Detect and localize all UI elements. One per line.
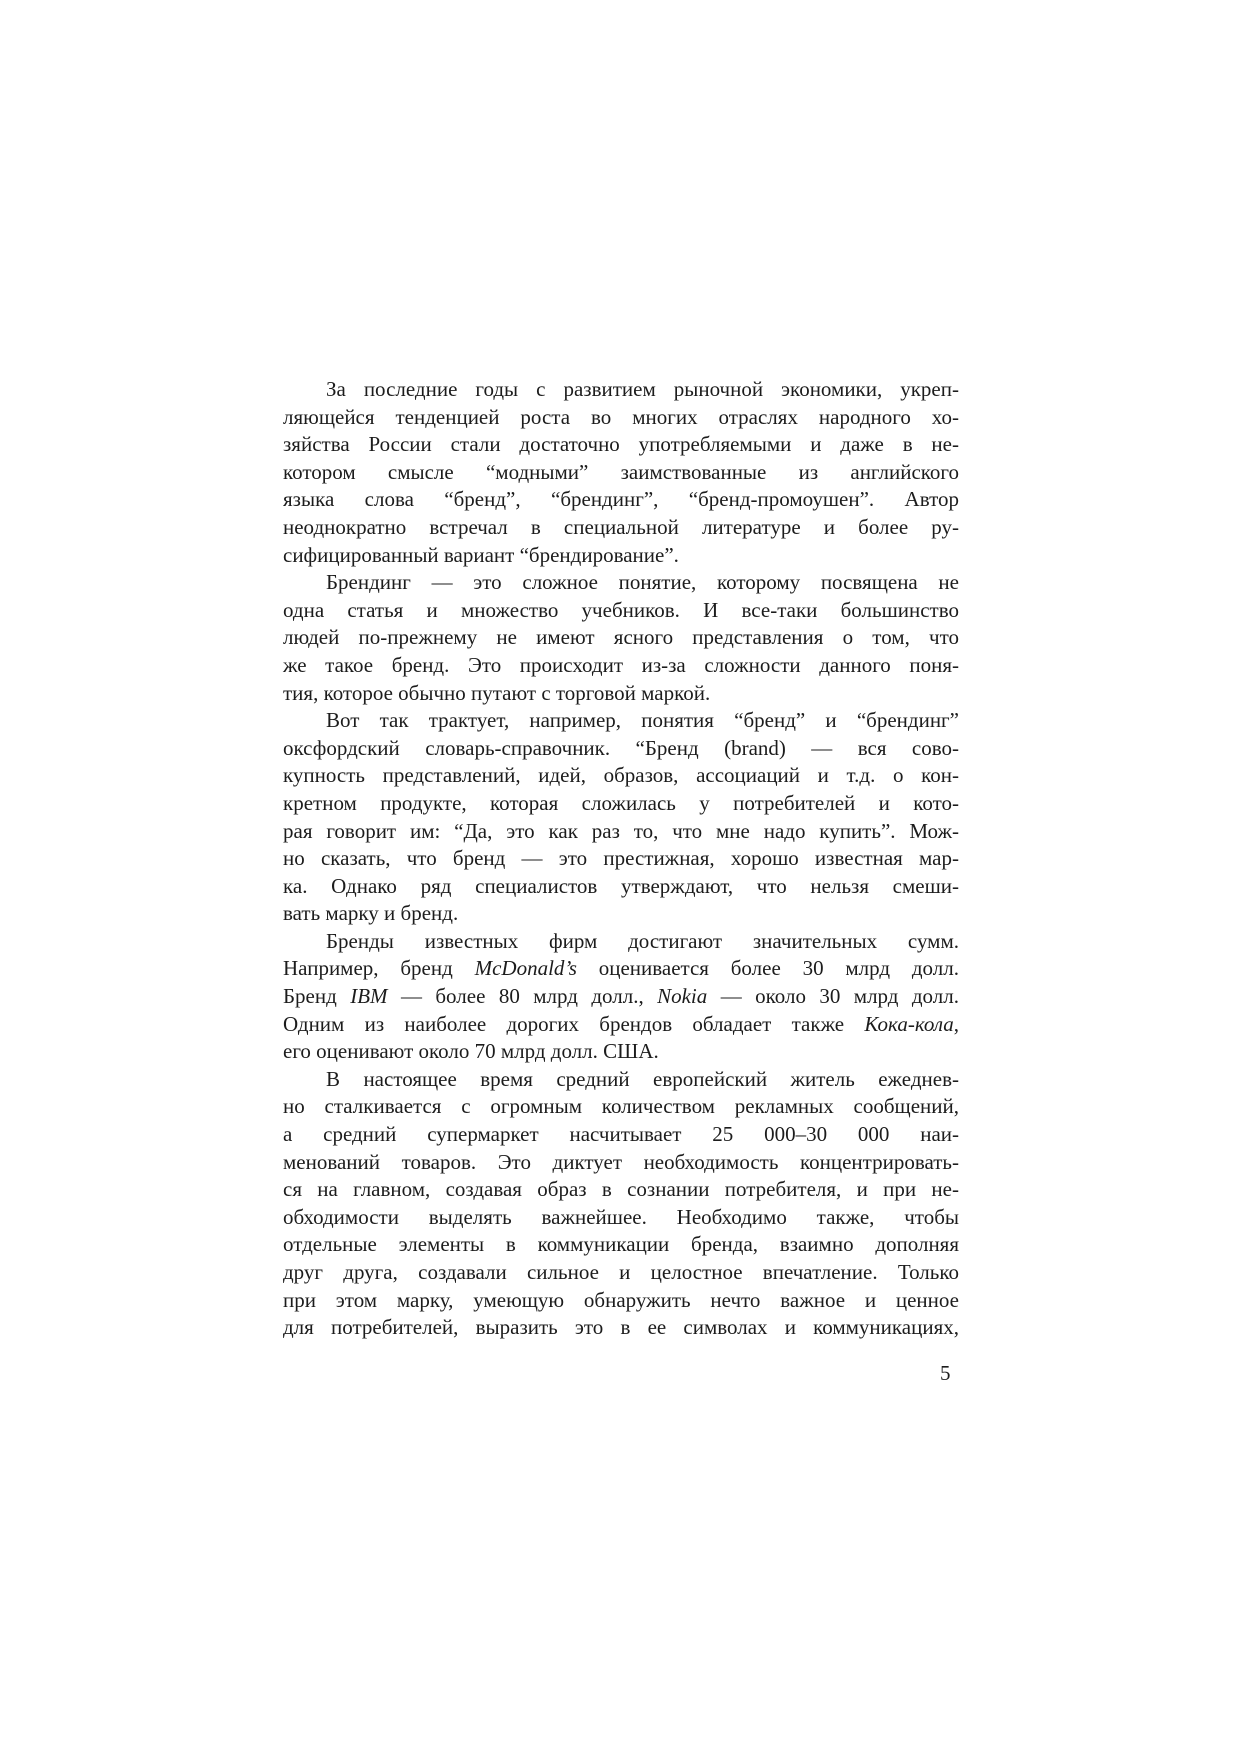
text-line: при этом марку, умеющую обнаружить нечто важное и ценное xyxy=(283,1287,959,1312)
text-line: котором смысле “модными” заимствованные из английского xyxy=(283,459,959,484)
text-line: неоднократно встречал в специальной литературе и более ру- xyxy=(283,514,959,539)
text-line: В настоящее время средний европейский житель ежеднев- xyxy=(326,1066,959,1091)
text-line: а средний супермаркет насчитывает 25 000–30 000 наи- xyxy=(283,1122,959,1147)
text-line: менований товаров. Это диктует необходимость концентрировать- xyxy=(283,1149,959,1174)
text-line: языка слова “бренд”, “брендинг”, “бренд-промоушен”. Автор xyxy=(283,487,959,512)
text-line: но сталкивается с огромным количеством рекламных сообщений, xyxy=(283,1094,959,1119)
text-line: для потребителей, выразить это в ее символах и коммуникациях, xyxy=(283,1315,959,1340)
text-line: За последние годы с развитием рыночной экономики, укреп- xyxy=(326,377,959,401)
text-line: кретном продукте, которая сложилась у потребителей и кото- xyxy=(283,790,959,815)
text-line: Например, бренд McDonald’s оценивается более 30 млрд долл. xyxy=(283,956,959,981)
text-line: обходимости выделять важнейшее. Необходимо также, чтобы xyxy=(283,1204,959,1229)
text-line: рая говорит им: “Да, это как раз то, что мне надо купить”. Мож- xyxy=(283,818,959,843)
text-line: Бренд IBM — более 80 млрд долл., Nokia — около 30 млрд долл. xyxy=(283,984,959,1009)
text-line: людей по-прежнему не имеют ясного представления о том, что xyxy=(283,625,959,650)
text-line: Брендинг — это сложное понятие, которому посвящена не xyxy=(326,570,959,595)
text-line: купность представлений, идей, образов, ассоциаций и т.д. о кон- xyxy=(283,763,959,788)
paragraph xyxy=(283,376,959,569)
text-line: Бренды известных фирм достигают значительных сумм. xyxy=(326,928,959,953)
text-line: Одним из наиболее дорогих брендов обладает также Кока-кола, xyxy=(283,1011,959,1036)
text-line: тия, которое обычно путают с торговой маркой. xyxy=(283,680,711,705)
text-line: же такое бренд. Это происходит из-за сложности данного поня- xyxy=(283,652,959,677)
text-line: ка. Однако ряд специалистов утверждают, что нельзя смеши- xyxy=(283,873,959,898)
text-line: Вот так трактует, например, понятия “бренд” и “брендинг” xyxy=(326,708,959,733)
page-number: 5 xyxy=(940,1361,951,1385)
text-line: ся на главном, создавая образ в сознании потребителя, и при не- xyxy=(283,1177,959,1202)
body-text xyxy=(283,376,959,1342)
text-line: ляющейся тенденцией роста во многих отраслях народного хо- xyxy=(283,404,959,429)
text-line: отдельные элементы в коммуникации бренда, взаимно дополняя xyxy=(283,1232,959,1257)
text-line: друг друга, создавали сильное и целостное впечатление. Только xyxy=(283,1260,959,1284)
paragraph xyxy=(283,928,959,1066)
text-line: сифицированный вариант “брендирование”. xyxy=(283,542,679,567)
text-line: но сказать, что бренд — это престижная, хорошо известная мар- xyxy=(283,846,959,871)
paragraph xyxy=(283,569,959,707)
paragraph xyxy=(283,707,959,928)
paragraph xyxy=(283,1066,959,1342)
text-line: оксфордский словарь-справочник. “Бренд (brand) — вся сово- xyxy=(283,735,959,760)
text-line: его оценивают около 70 млрд долл. США. xyxy=(283,1039,659,1064)
text-line: зяйства России стали достаточно употребляемыми и даже в не- xyxy=(283,432,959,457)
text-line: одна статья и множество учебников. И все-таки большинство xyxy=(283,597,959,622)
text-line: вать марку и бренд. xyxy=(283,901,459,926)
